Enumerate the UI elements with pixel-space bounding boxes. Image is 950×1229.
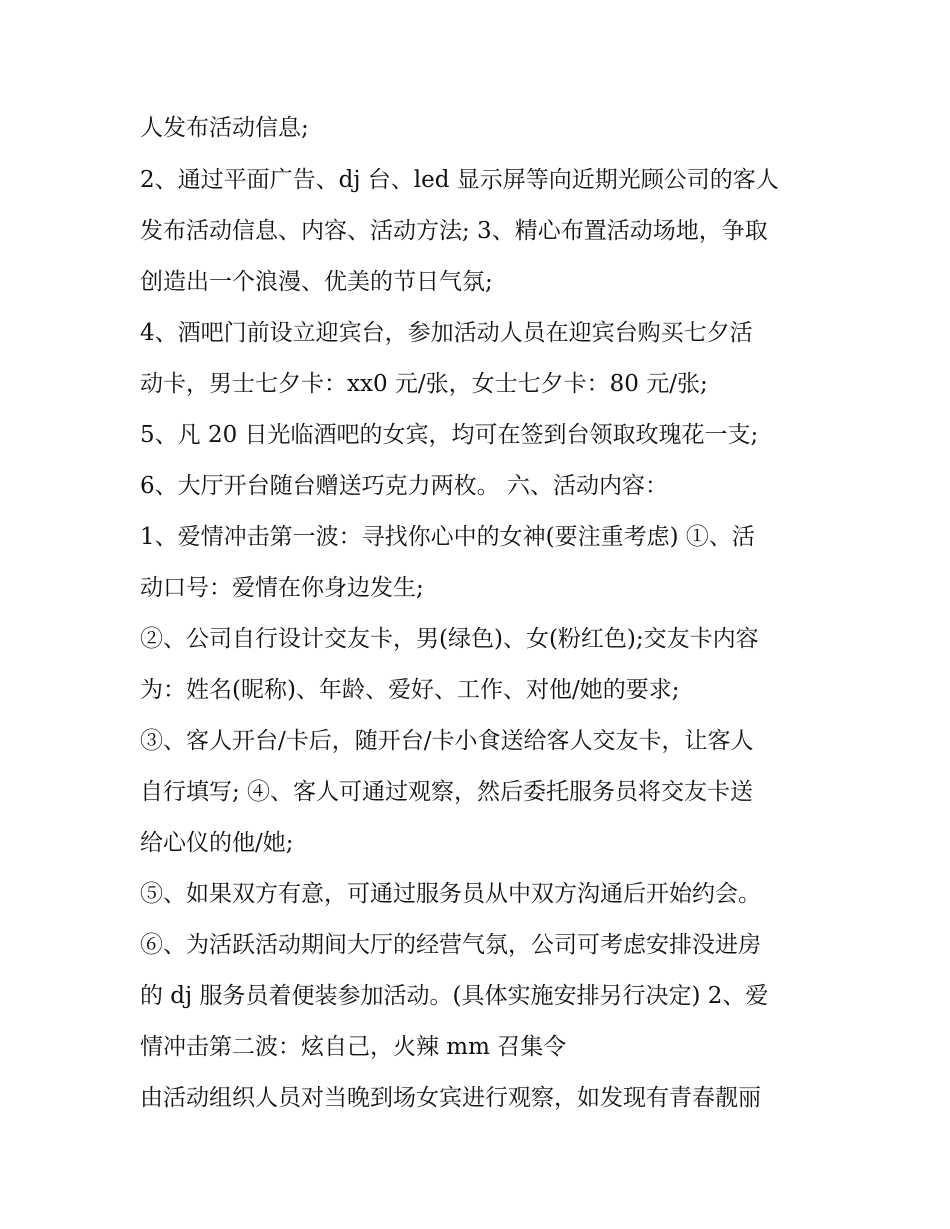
text-line: 自行填写; ④、客人可通过观察，然后委托服务员将交友卡送: [140, 779, 754, 805]
text-line: 5、凡 20 日光临酒吧的女宾，均可在签到台领取玫瑰花一支;: [140, 422, 759, 448]
text-line: 动口号：爱情在你身边发生;: [140, 575, 424, 601]
text-line: 给心仪的他/她;: [140, 830, 294, 856]
text-line: 4、酒吧门前设立迎宾台，参加活动人员在迎宾台购买七夕活: [140, 320, 753, 346]
text-line: 2、通过平面广告、dj 台、led 显示屏等向近期光顾公司的客人: [140, 167, 779, 193]
text-line: 的 dj 服务员着便装参加活动。(具体实施安排另行决定) 2、爱: [140, 983, 769, 1009]
text-line: ②、公司自行设计交友卡，男(绿色)、女(粉红色);交友卡内容: [140, 626, 759, 652]
text-line: 为：姓名(昵称)、年龄、爱好、工作、对他/她的要求;: [140, 677, 680, 703]
text-line: ⑤、如果双方有意，可通过服务员从中双方沟通后开始约会。: [140, 881, 761, 907]
text-line: 人发布活动信息;: [140, 115, 309, 141]
text-line: ③、客人开台/卡后，随开台/卡小食送给客人交友卡，让客人: [140, 728, 754, 754]
text-line: 由活动组织人员对当晚到场女宾进行观察，如发现有青春靓丽: [140, 1085, 761, 1111]
text-line: 1、爱情冲击第一波：寻找你心中的女神(要注重考虑) ①、活: [140, 524, 755, 550]
text-line: 发布活动信息、内容、活动方法; 3、精心布置活动场地，争取: [140, 218, 768, 244]
text-line: 6、大厅开台随台赠送巧克力两枚。 六、活动内容：: [140, 473, 668, 499]
text-line: 情冲击第二波：炫自己，火辣 mm 召集令: [140, 1034, 567, 1060]
text-line: ⑥、为活跃活动期间大厅的经营气氛，公司可考虑安排没进房: [140, 932, 761, 958]
text-line: 动卡，男士七夕卡：xx0 元/张，女士七夕卡：80 元/张;: [140, 371, 708, 397]
text-line: 创造出一个浪漫、优美的节日气氛;: [140, 269, 493, 295]
